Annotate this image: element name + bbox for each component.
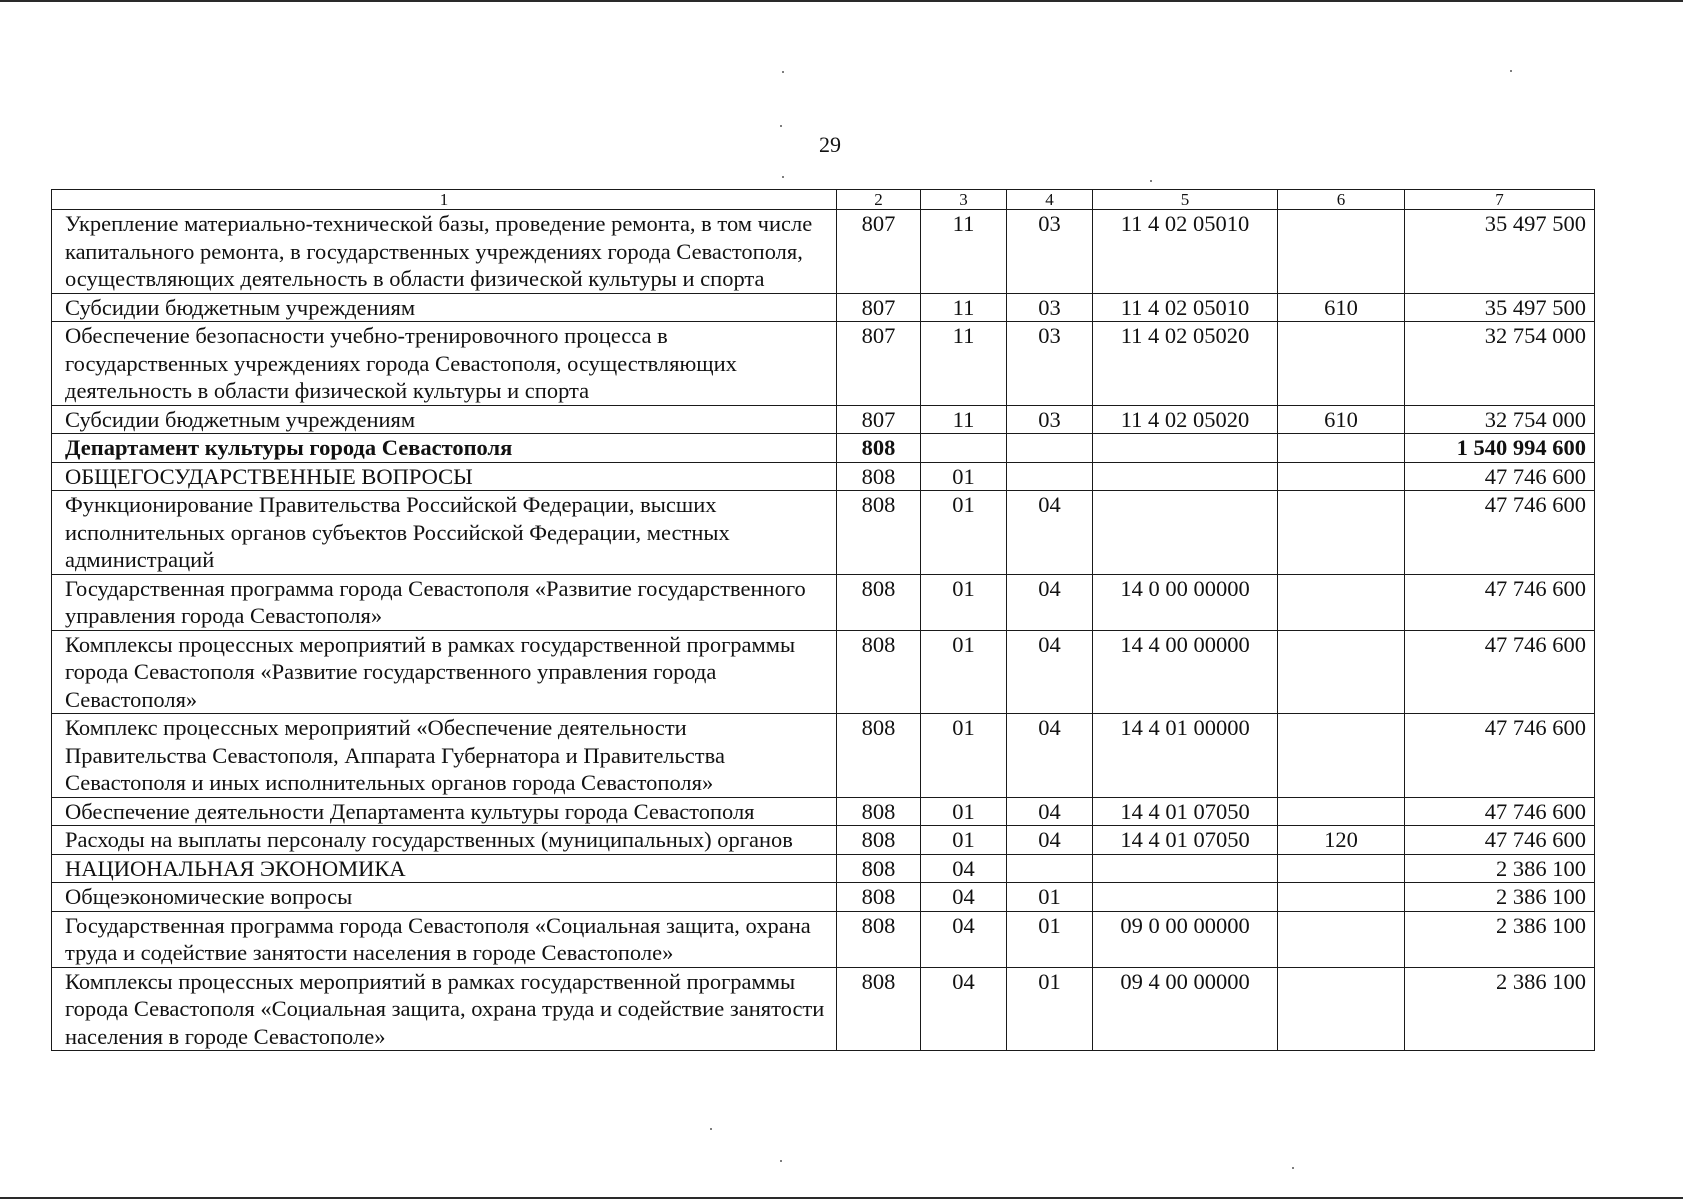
table-row (52, 293, 1595, 322)
department-code-cell: 808 (837, 630, 921, 714)
item-name-cell: ОБЩЕГОСУДАРСТВЕННЫЕ ВОПРОСЫ (52, 462, 837, 491)
column-number-header: 4 (1007, 190, 1093, 210)
department-code-cell: 808 (837, 574, 921, 630)
subsection-code-cell: 04 (1007, 630, 1093, 714)
amount-cell: 47 746 600 (1405, 491, 1595, 575)
item-name-cell: Укрепление материально-технической базы, проведение ремонта, в том числе капитального ремонта, в государственных учреждениях города Севастополя, осуществляющих деятельность в области физической культуры и спорта (52, 210, 837, 294)
column-number-row (52, 190, 1595, 210)
expense-type-cell (1278, 854, 1405, 883)
section-code-cell (921, 434, 1007, 463)
scan-speck (782, 71, 784, 73)
table-row (52, 967, 1595, 1051)
amount-cell: 35 497 500 (1405, 210, 1595, 294)
target-article-cell: 11 4 02 05020 (1093, 322, 1278, 406)
target-article-cell (1093, 854, 1278, 883)
item-name-cell: Государственная программа города Севастополя «Развитие государственного управления города Севастополя» (52, 574, 837, 630)
item-name-cell: Комплексы процессных мероприятий в рамках государственной программы города Севастополя «Развитие государственного управления города Севастополя» (52, 630, 837, 714)
section-code-cell: 11 (921, 322, 1007, 406)
scan-speck (782, 176, 784, 178)
table-row (52, 883, 1595, 912)
scan-speck (1510, 70, 1512, 72)
scan-speck (1292, 1167, 1294, 1169)
item-name-cell: Общеэкономические вопросы (52, 883, 837, 912)
department-code-cell: 807 (837, 293, 921, 322)
section-code-cell: 04 (921, 911, 1007, 967)
section-code-cell: 01 (921, 797, 1007, 826)
amount-cell: 2 386 100 (1405, 967, 1595, 1051)
subsection-code-cell: 04 (1007, 491, 1093, 575)
expense-type-cell (1278, 883, 1405, 912)
target-article-cell: 11 4 02 05010 (1093, 210, 1278, 294)
item-name-cell: Комплексы процессных мероприятий в рамках государственной программы города Севастополя «Социальная защита, охрана труда и содействие занятости населения в городе Севастополе» (52, 967, 837, 1051)
item-name-cell: НАЦИОНАЛЬНАЯ ЭКОНОМИКА (52, 854, 837, 883)
section-code-cell: 01 (921, 462, 1007, 491)
table-row (52, 434, 1595, 463)
expense-type-cell (1278, 967, 1405, 1051)
item-name-cell: Расходы на выплаты персоналу государственных (муниципальных) органов (52, 826, 837, 855)
target-article-cell: 14 4 01 07050 (1093, 797, 1278, 826)
subsection-code-cell: 01 (1007, 883, 1093, 912)
table-row (52, 826, 1595, 855)
target-article-cell (1093, 491, 1278, 575)
section-code-cell: 01 (921, 826, 1007, 855)
department-code-cell: 808 (837, 826, 921, 855)
expense-type-cell (1278, 462, 1405, 491)
table-row (52, 574, 1595, 630)
subsection-code-cell: 04 (1007, 574, 1093, 630)
column-number-header: 3 (921, 190, 1007, 210)
expense-type-cell (1278, 630, 1405, 714)
subsection-code-cell (1007, 462, 1093, 491)
column-number-header: 6 (1278, 190, 1405, 210)
amount-cell: 2 386 100 (1405, 911, 1595, 967)
item-name-cell: Обеспечение деятельности Департамента культуры города Севастополя (52, 797, 837, 826)
subsection-code-cell: 04 (1007, 714, 1093, 798)
expense-type-cell: 610 (1278, 405, 1405, 434)
item-name-cell: Департамент культуры города Севастополя (52, 434, 837, 463)
target-article-cell: 14 0 00 00000 (1093, 574, 1278, 630)
item-name-cell: Функционирование Правительства Российской Федерации, высших исполнительных органов субъектов Российской Федерации, местных администраций (52, 491, 837, 575)
amount-cell: 2 386 100 (1405, 883, 1595, 912)
item-name-cell: Обеспечение безопасности учебно-тренировочного процесса в государственных учреждениях города Севастополя, осуществляющих деятельность в области физической культуры и спорта (52, 322, 837, 406)
subsection-code-cell: 03 (1007, 293, 1093, 322)
section-code-cell: 11 (921, 405, 1007, 434)
table-body (52, 210, 1595, 1051)
amount-cell: 32 754 000 (1405, 405, 1595, 434)
section-code-cell: 04 (921, 967, 1007, 1051)
target-article-cell: 09 4 00 00000 (1093, 967, 1278, 1051)
subsection-code-cell (1007, 854, 1093, 883)
department-code-cell: 807 (837, 210, 921, 294)
expense-type-cell (1278, 911, 1405, 967)
department-code-cell: 808 (837, 797, 921, 826)
amount-cell: 47 746 600 (1405, 797, 1595, 826)
budget-table (51, 189, 1595, 1051)
table-row (52, 462, 1595, 491)
item-name-cell: Комплекс процессных мероприятий «Обеспечение деятельности Правительства Севастополя, Аппарата Губернатора и Правительства Севастополя и иных исполнительных органов города Севастополя» (52, 714, 837, 798)
item-name-cell: Государственная программа города Севастополя «Социальная защита, охрана труда и содействие занятости населения в городе Севастополе» (52, 911, 837, 967)
section-code-cell: 11 (921, 210, 1007, 294)
target-article-cell (1093, 434, 1278, 463)
section-code-cell: 01 (921, 491, 1007, 575)
scan-edge-bottom (0, 1197, 1683, 1199)
section-code-cell: 04 (921, 854, 1007, 883)
target-article-cell: 14 4 01 07050 (1093, 826, 1278, 855)
subsection-code-cell: 04 (1007, 826, 1093, 855)
amount-cell: 2 386 100 (1405, 854, 1595, 883)
section-code-cell: 01 (921, 574, 1007, 630)
amount-cell: 47 746 600 (1405, 630, 1595, 714)
item-name-cell: Субсидии бюджетным учреждениям (52, 405, 837, 434)
subsection-code-cell: 01 (1007, 967, 1093, 1051)
amount-cell: 47 746 600 (1405, 714, 1595, 798)
target-article-cell: 14 4 01 00000 (1093, 714, 1278, 798)
amount-cell: 35 497 500 (1405, 293, 1595, 322)
table-row (52, 405, 1595, 434)
subsection-code-cell (1007, 434, 1093, 463)
column-number-header: 7 (1405, 190, 1595, 210)
target-article-cell: 14 4 00 00000 (1093, 630, 1278, 714)
amount-cell: 47 746 600 (1405, 574, 1595, 630)
expense-type-cell (1278, 491, 1405, 575)
section-code-cell: 01 (921, 630, 1007, 714)
scan-speck (780, 1160, 782, 1162)
amount-cell: 32 754 000 (1405, 322, 1595, 406)
column-number-header: 5 (1093, 190, 1278, 210)
amount-cell: 47 746 600 (1405, 462, 1595, 491)
target-article-cell (1093, 462, 1278, 491)
target-article-cell (1093, 883, 1278, 912)
table-row (52, 322, 1595, 406)
scan-speck (780, 125, 782, 127)
expense-type-cell (1278, 210, 1405, 294)
department-code-cell: 808 (837, 854, 921, 883)
column-number-header: 1 (52, 190, 837, 210)
table-row (52, 630, 1595, 714)
table-row (52, 210, 1595, 294)
expense-type-cell (1278, 797, 1405, 826)
department-code-cell: 808 (837, 911, 921, 967)
department-code-cell: 807 (837, 322, 921, 406)
item-name-cell: Субсидии бюджетным учреждениям (52, 293, 837, 322)
table-row (52, 714, 1595, 798)
scan-edge-top (0, 0, 1683, 2)
department-code-cell: 808 (837, 434, 921, 463)
subsection-code-cell: 04 (1007, 797, 1093, 826)
table-row (52, 797, 1595, 826)
table-row (52, 854, 1595, 883)
section-code-cell: 01 (921, 714, 1007, 798)
expense-type-cell (1278, 322, 1405, 406)
column-number-header: 2 (837, 190, 921, 210)
expense-type-cell (1278, 434, 1405, 463)
subsection-code-cell: 03 (1007, 322, 1093, 406)
subsection-code-cell: 03 (1007, 405, 1093, 434)
table-row (52, 911, 1595, 967)
amount-cell: 1 540 994 600 (1405, 434, 1595, 463)
section-code-cell: 04 (921, 883, 1007, 912)
department-code-cell: 808 (837, 491, 921, 575)
expense-type-cell (1278, 714, 1405, 798)
target-article-cell: 09 0 00 00000 (1093, 911, 1278, 967)
department-code-cell: 808 (837, 967, 921, 1051)
scan-speck (710, 1128, 712, 1130)
department-code-cell: 808 (837, 883, 921, 912)
amount-cell: 47 746 600 (1405, 826, 1595, 855)
expense-type-cell: 120 (1278, 826, 1405, 855)
scan-speck (1150, 180, 1152, 182)
table-row (52, 491, 1595, 575)
section-code-cell: 11 (921, 293, 1007, 322)
department-code-cell: 808 (837, 714, 921, 798)
target-article-cell: 11 4 02 05010 (1093, 293, 1278, 322)
department-code-cell: 808 (837, 462, 921, 491)
department-code-cell: 807 (837, 405, 921, 434)
expense-type-cell: 610 (1278, 293, 1405, 322)
subsection-code-cell: 01 (1007, 911, 1093, 967)
expense-type-cell (1278, 574, 1405, 630)
page-number: 29 (819, 132, 841, 157)
target-article-cell: 11 4 02 05020 (1093, 405, 1278, 434)
subsection-code-cell: 03 (1007, 210, 1093, 294)
